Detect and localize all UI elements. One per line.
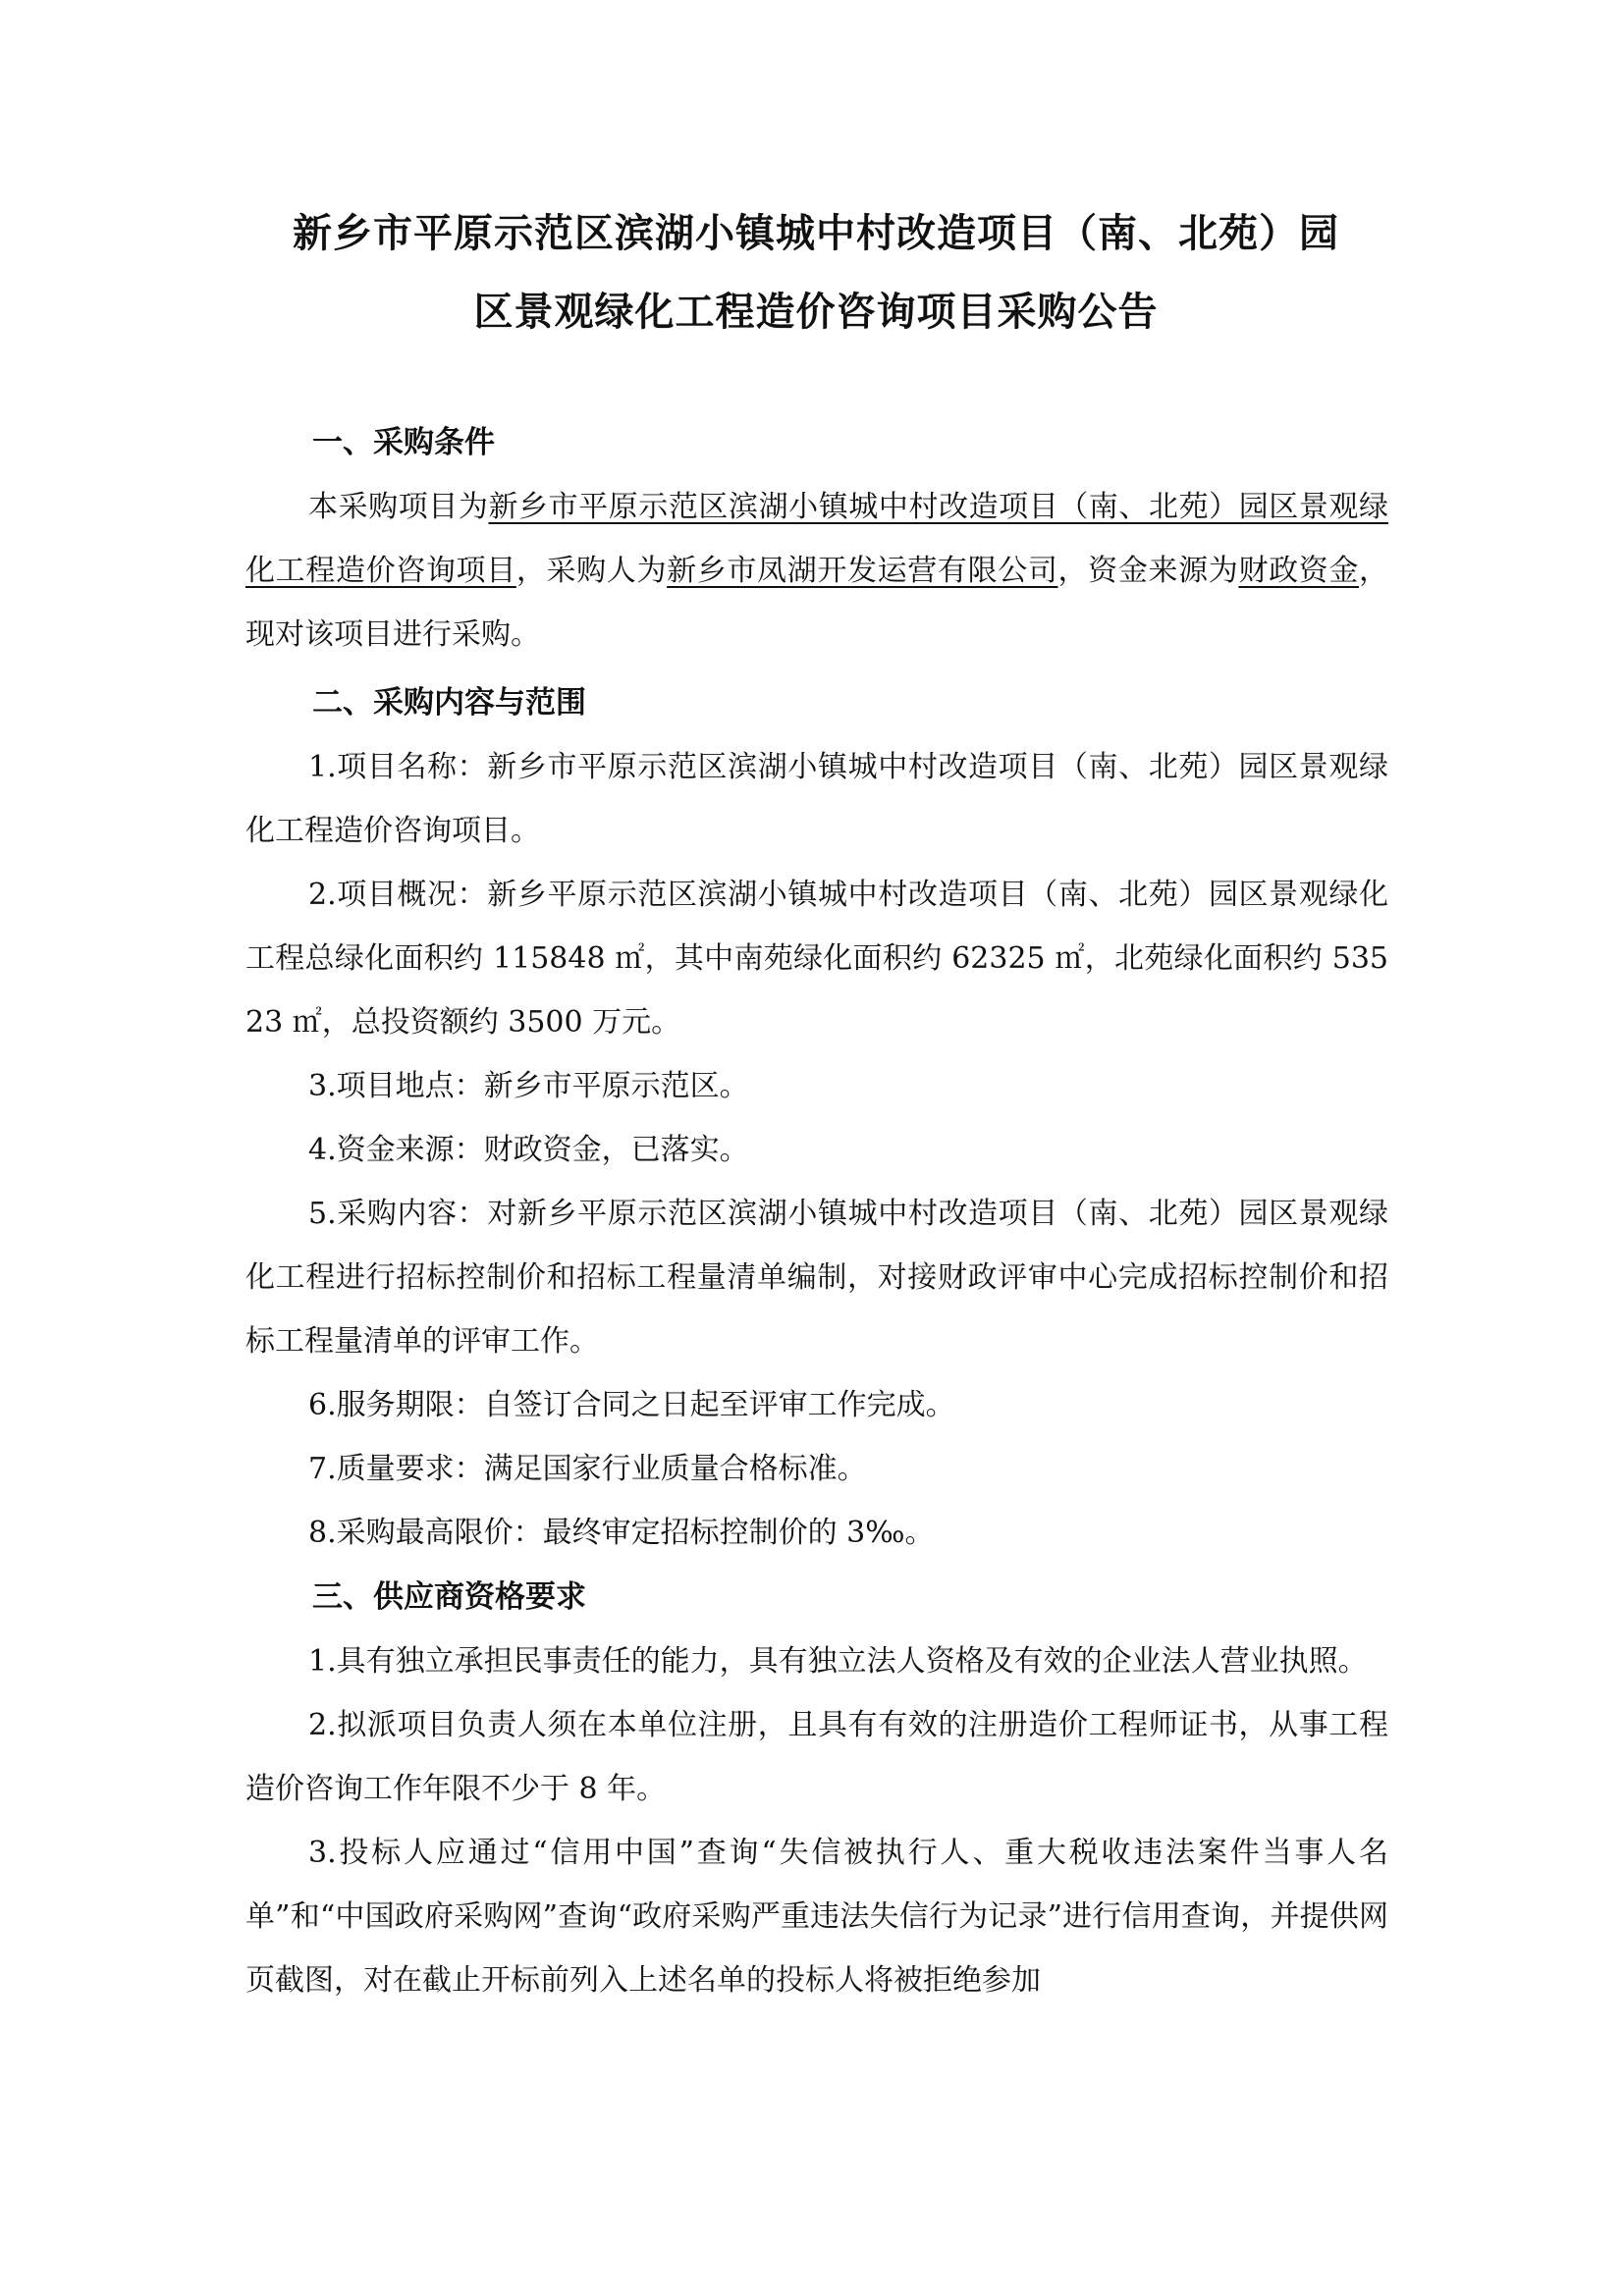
section-2-item-5: 5.采购内容：对新乡平原示范区滨湖小镇城中村改造项目（南、北苑）园区景观绿化工程进行招标控制价和招标工程量清单编制，对接财政评审中心完成招标控制价和招标工程量清单的评审工作。 bbox=[245, 1197, 1388, 1359]
s1-purchaser: 新乡市凤湖开发运营有限公司 bbox=[667, 554, 1058, 588]
s1-prefix: 本采购项目为 bbox=[308, 490, 489, 524]
section-2-item-8: 8.采购最高限价：最终审定招标控制价的 3‰。 bbox=[308, 1516, 935, 1550]
s1-mid2: ，资金来源为 bbox=[1057, 554, 1239, 588]
section-3-item-1: 1.具有独立承担民事责任的能力，具有独立法人资格及有效的企业法人营业执照。 bbox=[308, 1644, 1368, 1679]
title-spacer bbox=[245, 351, 1388, 410]
section-3-item-3: 3.投标人应通过“信用中国”查询“失信被执行人、重大税收违法案件当事人名单”和“中国政府采购网”查询“政府采购严重违法失信行为记录”进行信用查询，并提供网页截图，对在截止开标前列入上述名单的投标人将被拒绝参加 bbox=[245, 1836, 1388, 1998]
document-title bbox=[244, 194, 1388, 351]
s1-mid1: ，采购人为 bbox=[515, 554, 668, 588]
section-2-item-1: 1.项目名称：新乡市平原示范区滨湖小镇城中村改造项目（南、北苑）园区景观绿化工程造价咨询项目。 bbox=[245, 750, 1388, 848]
section-1-paragraph bbox=[245, 475, 1388, 667]
s1-suffix: ，现对该项目进行采购。 bbox=[245, 554, 1389, 652]
title-line-1: 新乡市平原示范区滨湖小镇城中村改造项目（南、北苑）园 bbox=[293, 211, 1339, 256]
s1-fund: 财政资金 bbox=[1238, 554, 1360, 588]
section-2-item-6: 6.服务期限：自签订合同之日起至评审工作完成。 bbox=[308, 1388, 955, 1422]
section-2-item-4: 4.资金来源：财政资金，已落实。 bbox=[308, 1133, 749, 1167]
s1-project-name: 新乡市平原示范区滨湖小镇城中村改造项目（南、北苑）园区景观绿化工程造价咨询项目 bbox=[245, 490, 1389, 588]
section-2-heading: 二、采购内容与范围 bbox=[312, 685, 586, 721]
title-line-2: 区景观绿化工程造价咨询项目采购公告 bbox=[473, 290, 1159, 335]
section-3-heading: 三、供应商资格要求 bbox=[312, 1579, 586, 1615]
section-1-heading: 一、采购条件 bbox=[312, 425, 495, 460]
section-2-item-7: 7.质量要求：满足国家行业质量合格标准。 bbox=[308, 1452, 867, 1486]
section-2-item-3: 3.项目地点：新乡市平原示范区。 bbox=[308, 1069, 749, 1103]
section-2-item-2: 2.项目概况：新乡平原示范区滨湖小镇城中村改造项目（南、北苑）园区景观绿化工程总绿化面积约 115848 ㎡，其中南苑绿化面积约 62325 ㎡，北苑绿化面积约 53523 ㎡，总投资额约 3500 万元。 bbox=[245, 878, 1388, 1040]
section-3-item-2: 2.拟派项目负责人须在本单位注册，且具有有效的注册造价工程师证书，从事工程造价咨询工作年限不少于 8 年。 bbox=[245, 1708, 1388, 1806]
